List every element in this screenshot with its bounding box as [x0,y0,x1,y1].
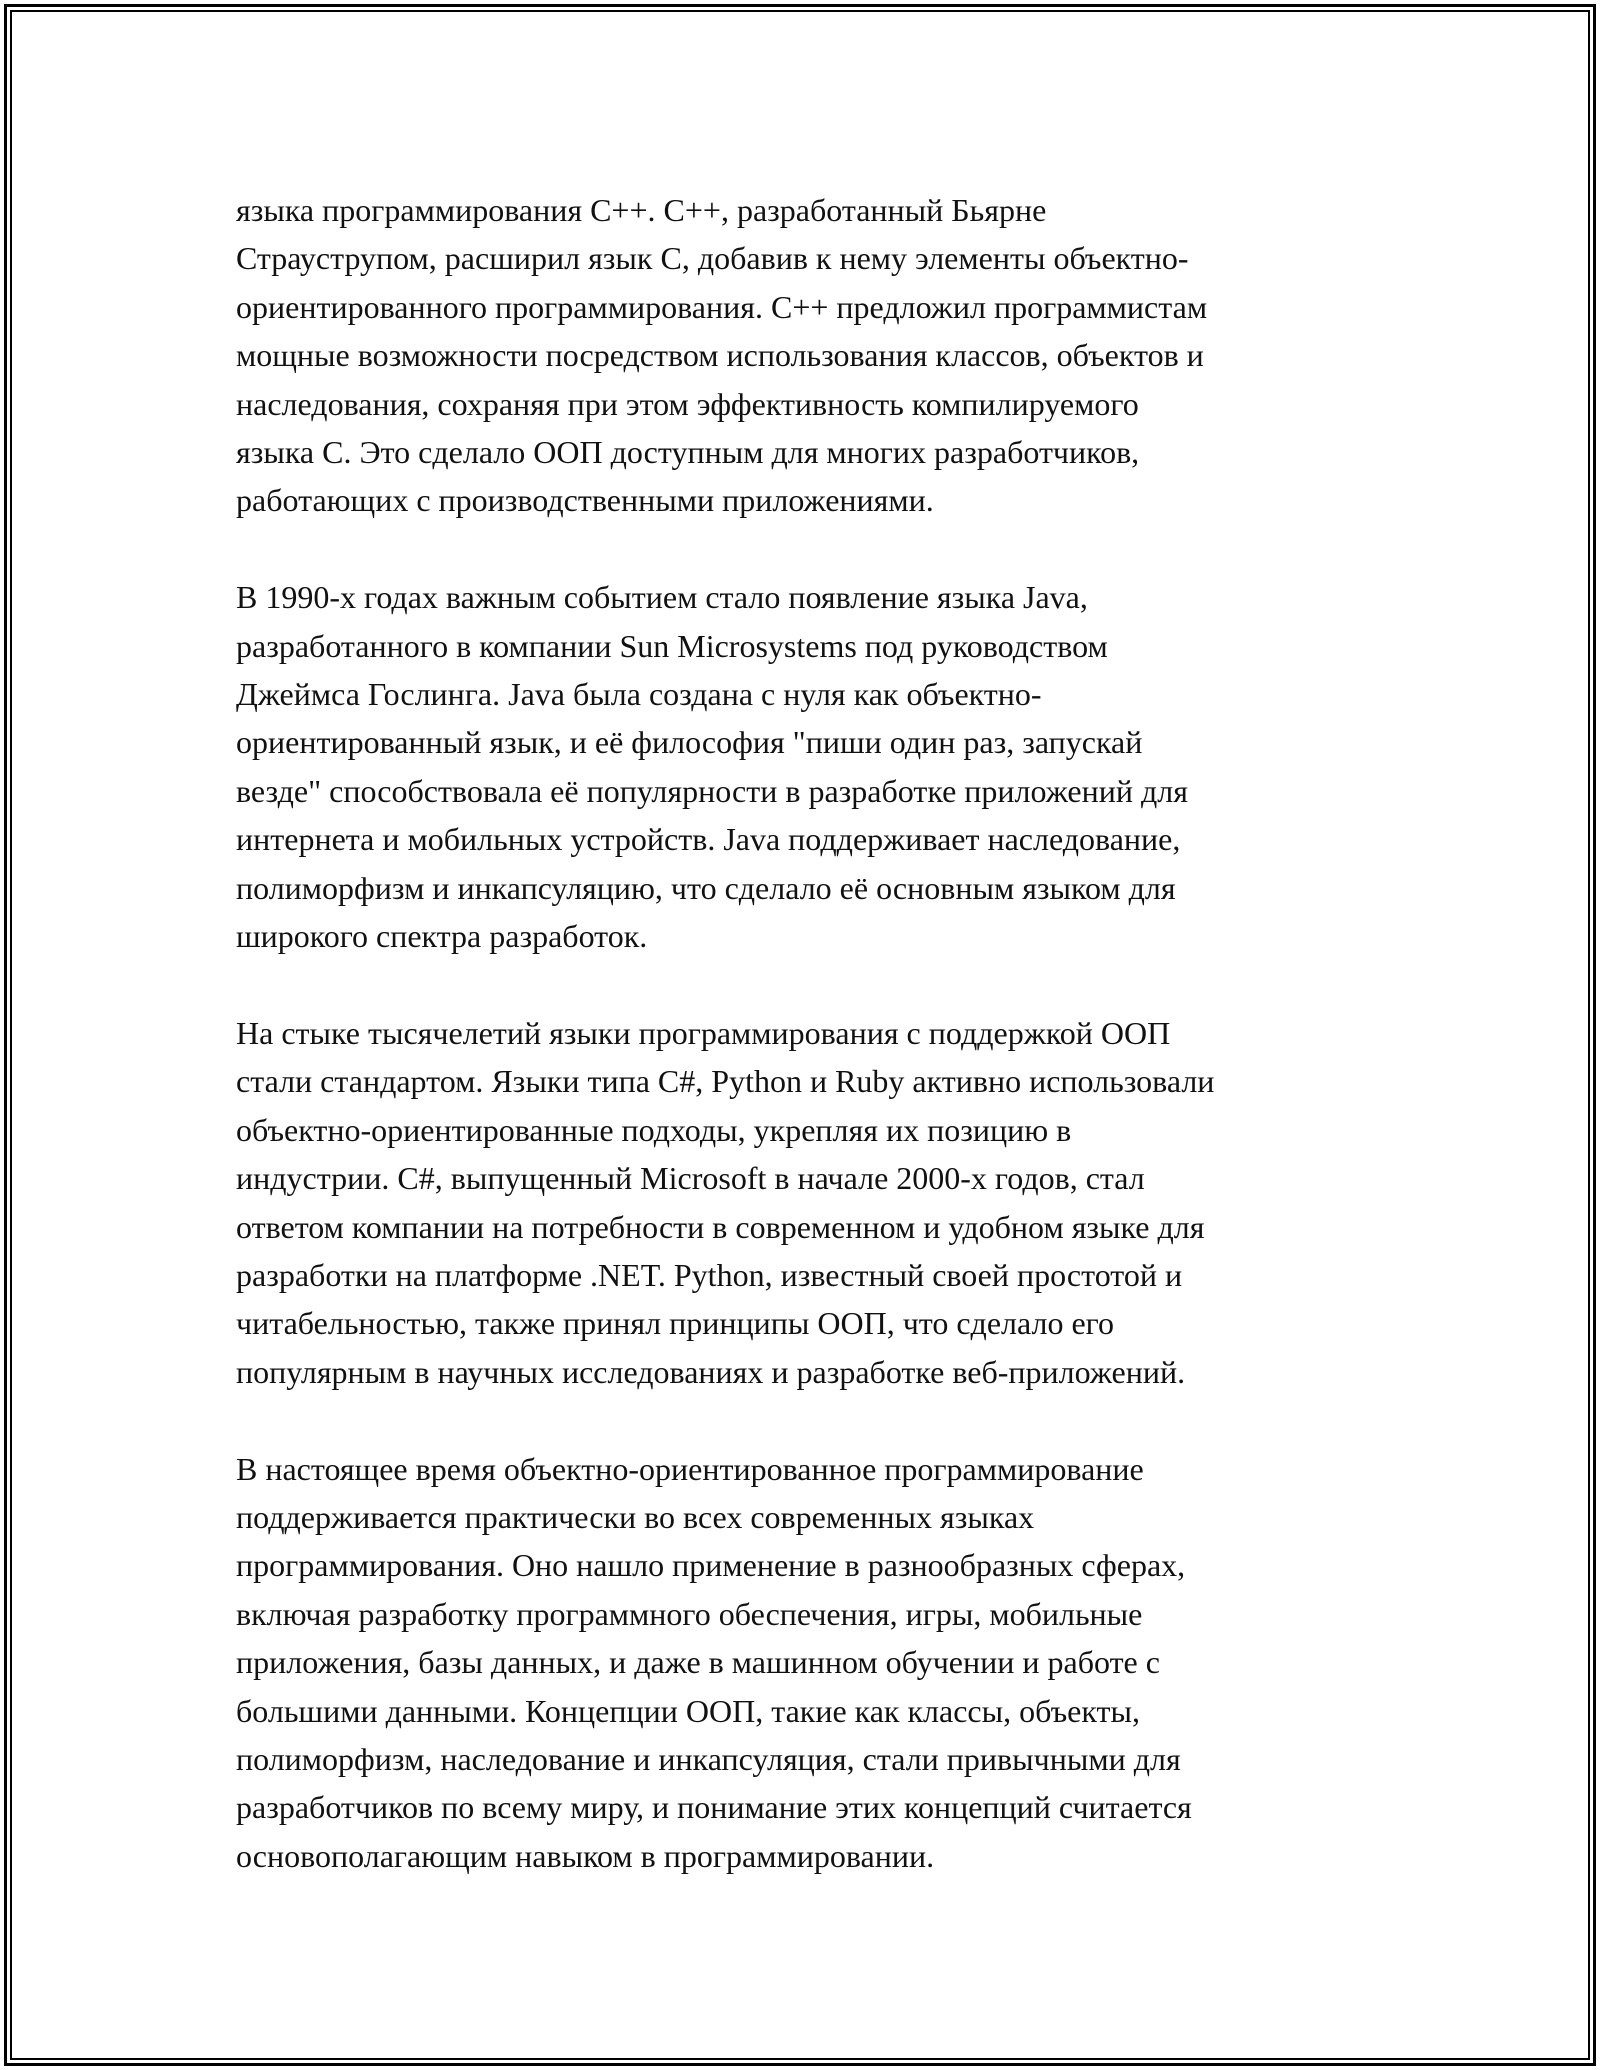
text-line: наследования, сохраняя при этом эффективность компилируемого [236,385,1139,422]
text-line: интернета и мобильных устройств. Java поддерживает наследование, [236,821,1181,858]
text-line: разработчиков по всему миру, и понимание этих концепций считается [236,1789,1192,1826]
text-line: Джеймса Гослинга. Java была создана с нуля как объектно- [236,676,1042,713]
text-line: языка программирования C++. C++, разработанный Бьярне [236,192,1047,228]
text-line: стали стандартом. Языки типа C#, Python и Ruby активно использовали [236,1063,1215,1100]
text-line: ориентированного программирования. C++ предложил программистам [236,288,1208,325]
text-line: включая разработку программного обеспечения, игры, мобильные [236,1595,1143,1632]
text-line: ответом компании на потребности в современном и удобном языке для [236,1208,1205,1245]
text-line: большими данными. Концепции ООП, такие как классы, объекты, [236,1692,1140,1729]
text-line: популярным в научных исследованиях и разработке веб-приложений. [236,1353,1186,1390]
paragraph-3 [236,1009,1386,1396]
text-line: языка C. Это сделало ООП доступным для многих разработчиков, [236,434,1140,471]
text-line: полиморфизм, наследование и инкапсуляция, стали привычными для [236,1740,1181,1777]
text-line: поддерживается практически во всех современных языках [236,1498,1035,1535]
text-line: основополагающим навыком в программировании. [236,1837,935,1874]
text-line: На стыке тысячелетий языки программирования с поддержкой ООП [236,1014,1171,1051]
text-line: Страуструпом, расширил язык C, добавив к нему элементы объектно- [236,240,1189,277]
text-line: работающих с производственными приложениями. [236,482,934,519]
text-line: программирования. Оно нашло применение в разнообразных сферах, [236,1547,1186,1584]
text-line: широкого спектра разработок. [236,918,648,955]
text-line: приложения, базы данных, и даже в машинном обучении и работе с [236,1644,1160,1681]
document-body [236,186,1386,1929]
text-line: объектно-ориентированные подходы, укрепляя их позицию в [236,1111,1072,1148]
paragraph-1 [236,186,1386,525]
text-line: индустрии. C#, выпущенный Microsoft в начале 2000-х годов, стал [236,1160,1145,1197]
text-line: читабельностью, также принял принципы ООП, что сделало его [236,1305,1114,1342]
text-line: везде" способствовала её популярности в разработке приложений для [236,772,1188,809]
paragraph-2 [236,573,1386,960]
text-line: разработки на платформе .NET. Python, известный своей простотой и [236,1256,1183,1293]
text-line: ориентированный язык, и её философия "пиши один раз, запускай [236,724,1143,761]
text-line: В настоящее время объектно-ориентированное программирование [236,1450,1144,1487]
text-line: мощные возможности посредством использования классов, объектов и [236,337,1204,374]
text-line: полиморфизм и инкапсуляцию, что сделало её основным языком для [236,869,1176,906]
paragraph-4 [236,1445,1386,1881]
text-line: разработанного в компании Sun Microsystems под руководством [236,627,1108,664]
text-line: В 1990-х годах важным событием стало появление языка Java, [236,579,1088,616]
